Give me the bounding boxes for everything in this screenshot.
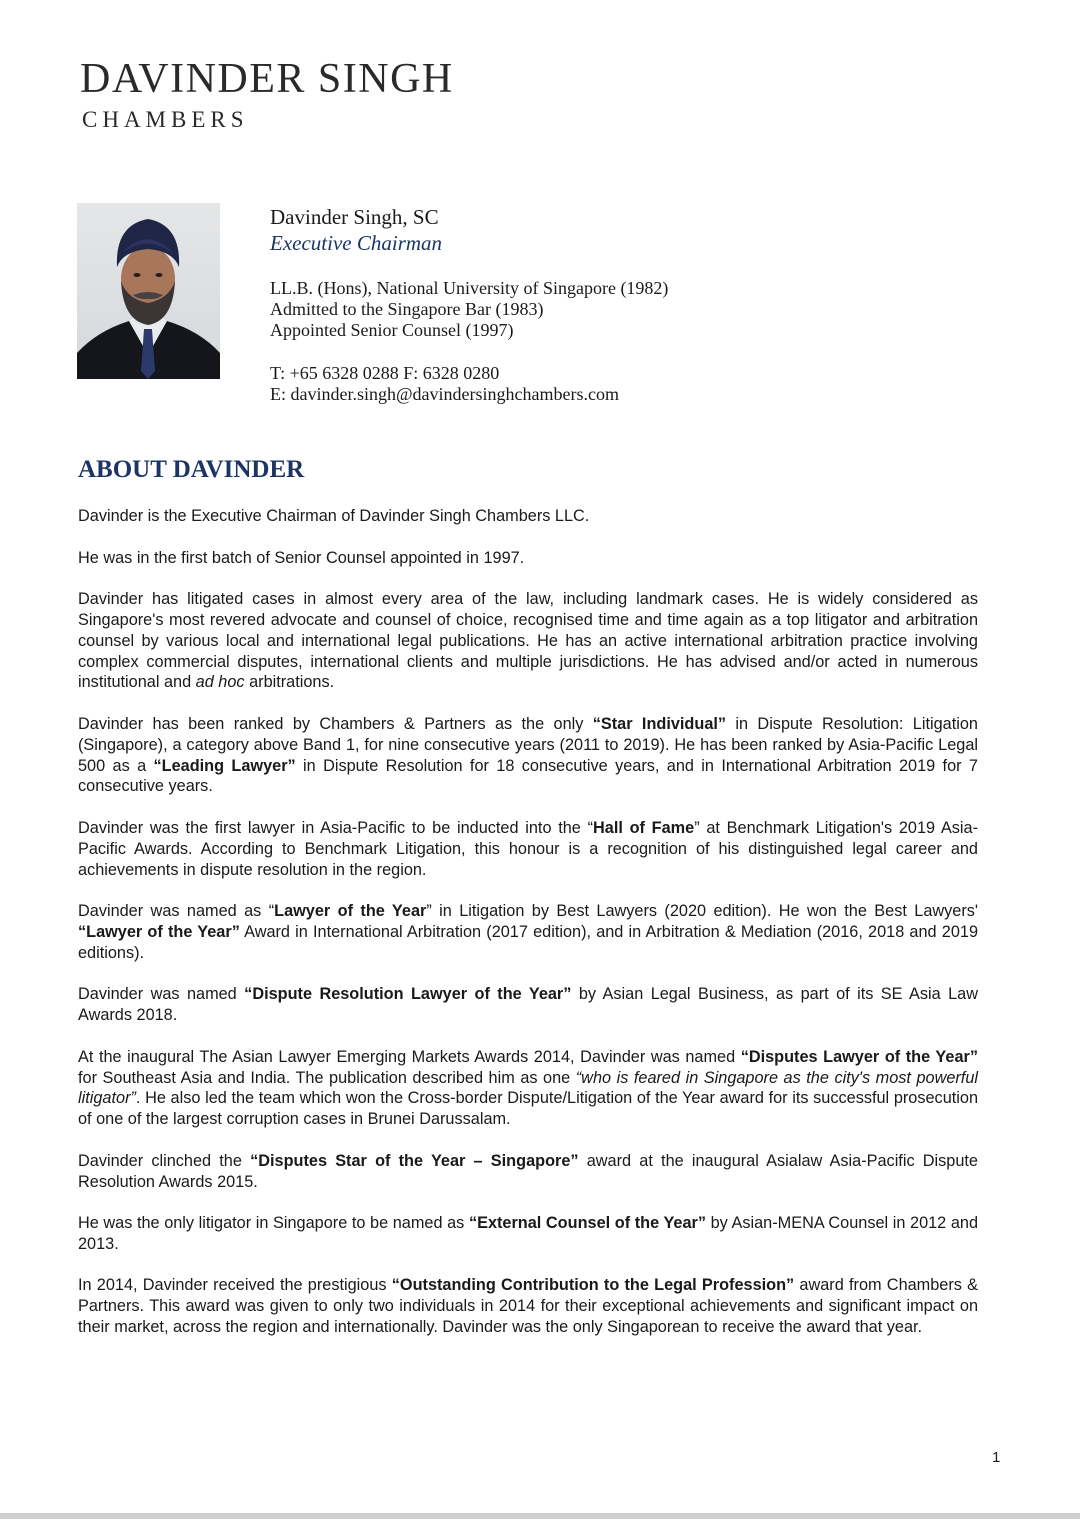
about-body	[78, 506, 978, 1359]
profile-photo	[77, 203, 220, 379]
credential-line: Appointed Senior Counsel (1997)	[270, 320, 514, 340]
about-paragraph: Davinder has been ranked by Chambers & Partners as the only “Star Individual” in Dispute Resolution: Litigation (Singapore), a category above Band 1, for nine consecutive years (2011 to 2019). He has been ranked by Asia-Pacific Legal 500 as a “Leading Lawyer” in Dispute Resolution for 18 consecutive years, and in International Arbitration 2019 for 7 consecutive years.	[78, 714, 978, 796]
firm-logo-subtitle: CHAMBERS	[82, 107, 249, 132]
about-paragraph: He was in the first batch of Senior Counsel appointed in 1997.	[78, 548, 525, 567]
profile-name: Davinder Singh, SC	[270, 205, 439, 229]
credential-line: Admitted to the Singapore Bar (1983)	[270, 299, 544, 319]
about-paragraph: Davinder was the first lawyer in Asia-Pacific to be inducted into the “Hall of Fame” at Benchmark Litigation's 2019 Asia-Pacific Awards. According to Benchmark Litigation, this honour is a recognition of his distinguished legal career and achievements in dispute resolution in the region.	[78, 818, 978, 879]
about-paragraph: Davinder was named as “Lawyer of the Year” in Litigation by Best Lawyers (2020 edition). He won the Best Lawyers' “Lawyer of the Year” Award in International Arbitration (2017 edition), and in Arbitration & Mediation (2016, 2018 and 2019 editions).	[78, 902, 978, 962]
page-number: 1	[992, 1449, 1001, 1466]
about-paragraph: Davinder was named “Dispute Resolution Lawyer of the Year” by Asian Legal Business, as part of its SE Asia Law Awards 2018.	[78, 985, 978, 1025]
about-paragraph: He was the only litigator in Singapore to be named as “External Counsel of the Year” by Asian-MENA Counsel in 2012 and 2013.	[78, 1214, 978, 1253]
email-line: E: davinder.singh@davindersinghchambers.com	[270, 384, 619, 404]
profile-title: Executive Chairman	[270, 231, 443, 255]
firm-logo-name: DAVINDER SINGH	[80, 56, 454, 102]
about-paragraph: Davinder is the Executive Chairman of Davinder Singh Chambers LLC.	[78, 507, 590, 525]
about-paragraph: Davinder has litigated cases in almost every area of the law, including landmark cases. He is widely considered as Singapore's most revered advocate and counsel of choice, recognised time and time again as a top litigator and arbitration counsel by various local and international legal publications. He has an active international arbitration practice involving complex commercial disputes, international clients and multiple jurisdictions. He has advised and/or acted in numerous institutional and ad hoc arbitrations.	[78, 590, 978, 692]
profile-block	[270, 204, 668, 405]
about-paragraph: Davinder clinched the “Disputes Star of the Year – Singapore” award at the inaugural Asialaw Asia-Pacific Dispute Resolution Awards 2015.	[78, 1151, 978, 1191]
about-heading: ABOUT DAVINDER	[78, 456, 305, 483]
about-paragraph: In 2014, Davinder received the prestigious “Outstanding Contribution to the Legal Profession” award from Chambers & Partners. This award was given to only two individuals in 2014 for their exceptional achievements and significant impact on their market, across the region and internationally. Davinder was the only Singaporean to receive the award that year.	[78, 1276, 978, 1337]
credential-line: LL.B. (Hons), National University of Singapore (1982)	[270, 278, 669, 298]
phone-fax-line: T: +65 6328 0288 F: 6328 0280	[270, 363, 500, 383]
bottom-divider	[0, 1513, 1080, 1519]
about-paragraph: At the inaugural The Asian Lawyer Emerging Markets Awards 2014, Davinder was named “Disputes Lawyer of the Year” for Southeast Asia and India. The publication described him as one “who is feared in Singapore as the city's most powerful litigator”. He also led the team which won the Cross-border Dispute/Litigation of the Year award for its successful prosecution of one of the largest corruption cases in Brunei Darussalam.	[78, 1047, 979, 1129]
